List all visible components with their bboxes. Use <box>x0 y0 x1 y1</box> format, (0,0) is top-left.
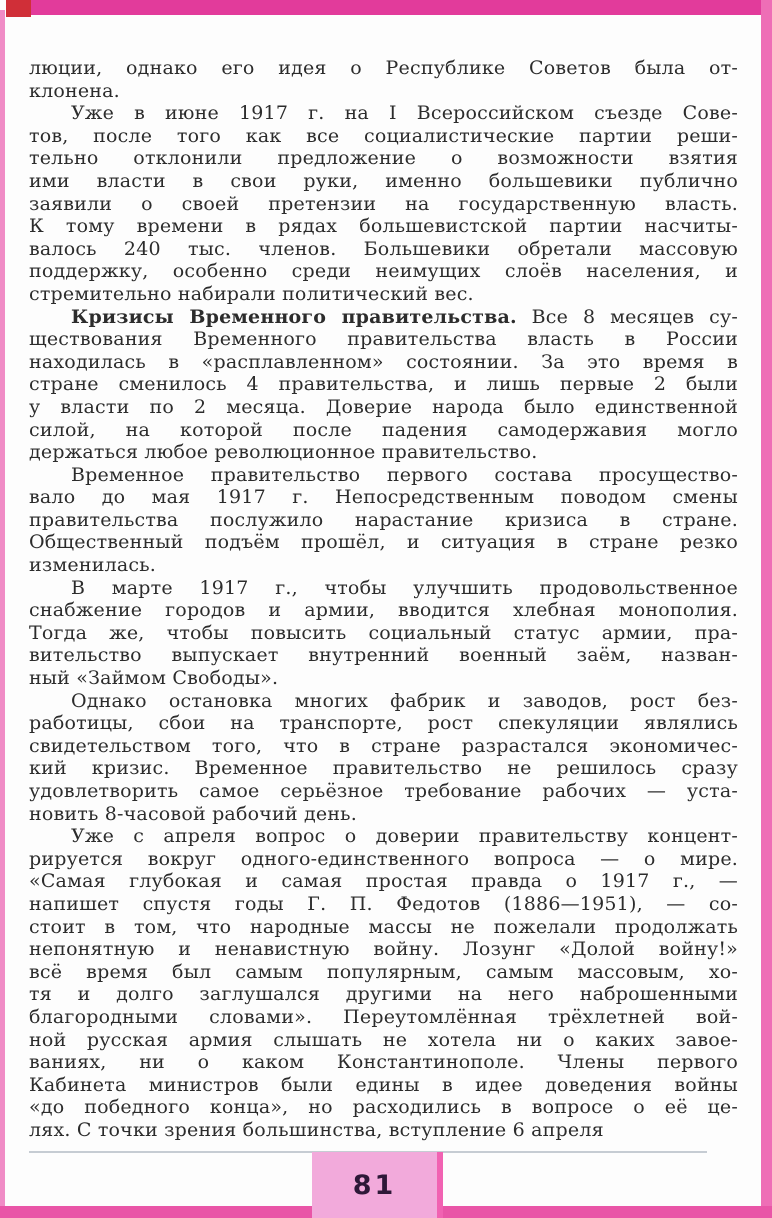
text-line: непонятную и ненавистную войну. Лозунг «Долой войну!» <box>29 938 738 961</box>
text-line: работицы, сбои на транспорте, рост спекуляции являлись <box>29 712 738 735</box>
text-line: поддержку, особенно среди неимущих слоёв населения, и <box>29 260 738 283</box>
text-line: стоит в том, что народные массы не пожелали продолжать <box>29 915 738 938</box>
text-line: ими власти в свои руки, именно большевики публично <box>29 169 738 192</box>
paragraph-heading: Кризисы Временного правительства. <box>71 305 517 328</box>
text-line: Уже с апреля вопрос о доверии правительству концент- <box>71 825 738 848</box>
text-line: кий кризис. Временное правительство не решилось сразу <box>29 757 738 780</box>
text-line: Кабинета министров были едины в идее доведения войны <box>29 1073 738 1096</box>
text-line: вительство выпускает внутренний военный заём, назван- <box>29 644 738 667</box>
text-line: удовлетворить самое серьёзное требование рабочих — уста- <box>29 780 738 802</box>
text-line: К тому времени в рядах большевистской партии насчиты- <box>29 215 738 238</box>
text-line: благородными словами». Переутомлённая трёхлетней вой- <box>29 1005 738 1028</box>
text-line: новить 8-часовой рабочий день. <box>29 802 357 825</box>
text-line: валось 240 тыс. членов. Большевики обретали массовую <box>29 237 738 260</box>
text-line: свидетельством того, что в стране разрастался экономичес- <box>29 734 738 757</box>
text-line: силой, на которой после падения самодержавия могло <box>29 418 738 441</box>
text-line: тя и долго заглушался другими на него наброшенными <box>29 983 738 1006</box>
text-line: В марте 1917 г., чтобы улучшить продовольственное <box>71 576 738 599</box>
text-line: Кризисы Временного правительства. Все 8 месяцев су- <box>71 305 738 328</box>
text-line: держаться любое революционное правительство. <box>29 441 538 464</box>
text-line: снабжение городов и армии, вводится хлебная монополия. <box>29 599 738 622</box>
page-edge-right <box>761 0 772 1218</box>
text-line: Однако остановка многих фабрик и заводов, рост без- <box>71 689 738 712</box>
text-line: изменилась. <box>29 554 156 577</box>
text-line: лях. С точки зрения большинства, вступление 6 апреля <box>29 1118 604 1141</box>
text-line: заявили о своей претензии на государственную власть. <box>29 192 738 215</box>
page-number-box <box>312 1152 443 1218</box>
text-line: Тогда же, чтобы повысить социальный статус армии, пра- <box>29 621 738 644</box>
text-line: тельно отклонили предложение о возможности взятия <box>29 147 738 170</box>
text-line: ный «Займом Свободы». <box>29 667 279 690</box>
text-line: рируется вокруг одного-единственного вопроса — о мире. <box>29 847 738 870</box>
text-line: напишет спустя годы Г. П. Федотов (1886—1951), — со- <box>29 892 738 915</box>
body-text <box>29 57 738 1142</box>
text-line: люции, однако его идея о Республике Советов была от- <box>29 57 738 79</box>
text-line: стране сменилось 4 правительства, и лишь первые 2 были <box>29 373 738 396</box>
text-line: у власти по 2 месяца. Доверие народа было единственной <box>29 395 738 418</box>
page-edge-left <box>0 10 5 1210</box>
page-edge-corner-mark <box>6 0 31 17</box>
text-line: всё время был самым популярным, самым массовым, хо- <box>29 960 738 983</box>
text-line: Общественный подъём прошёл, и ситуация в стране резко <box>29 531 738 554</box>
text-line: стремительно набирали политический вес. <box>29 282 474 305</box>
text-line: Уже в июне 1917 г. на I Всероссийском съезде Сове- <box>71 102 738 125</box>
text-line: ной русская армия слышать не хотела ни о каких завое- <box>29 1028 738 1051</box>
text-line: правительства послужило нарастание кризиса в стране. <box>29 508 738 531</box>
text-line: вало до мая 1917 г. Непосредственным поводом смены <box>29 486 738 509</box>
text-line: «Самая глубокая и самая простая правда о 1917 г., — <box>29 870 738 893</box>
text-line: тов, после того как все социалистические партии реши- <box>29 124 738 147</box>
text-line: клонена. <box>29 79 120 102</box>
text-line: ваниях, ни о каком Константинополе. Члены первого <box>29 1051 738 1074</box>
page-edge-top <box>6 0 772 15</box>
text-line: «до победного конца», но расходились в вопросе о её це- <box>29 1096 738 1119</box>
text-line: ществования Временного правительства власть в России <box>29 328 738 351</box>
page-number: 81 <box>352 1169 397 1201</box>
text-line: Временное правительство первого состава просущество- <box>71 463 738 486</box>
text-line: находилась в «расплавленном» состоянии. За это время в <box>29 350 738 373</box>
